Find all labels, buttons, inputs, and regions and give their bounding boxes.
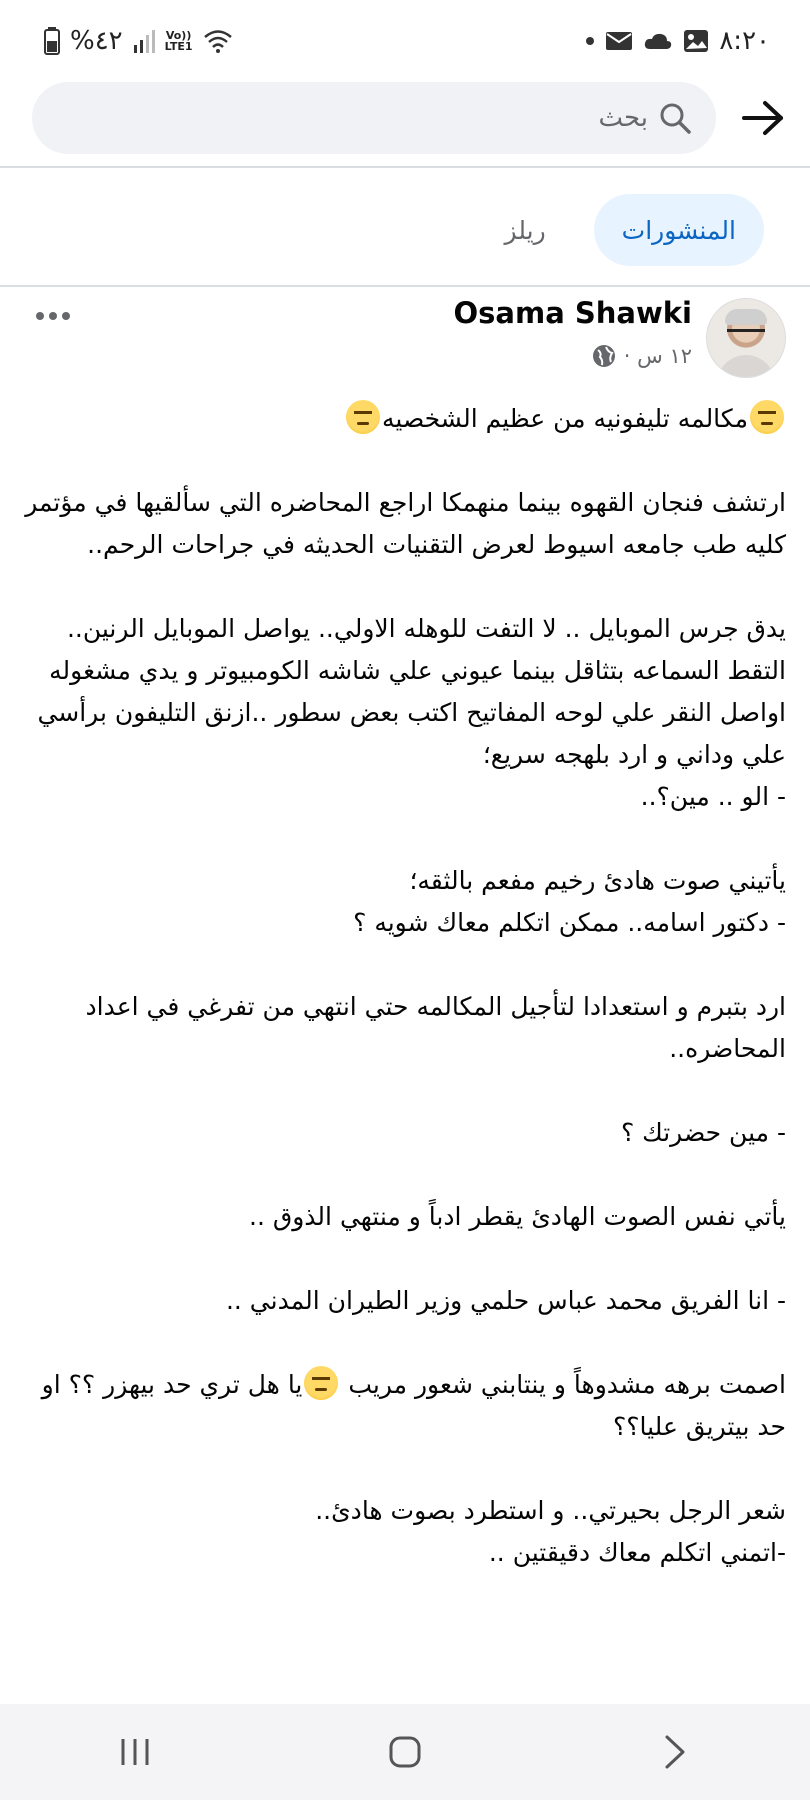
search-input[interactable] [528, 103, 648, 133]
more-dot-icon [36, 312, 44, 320]
search-icon [658, 101, 692, 135]
status-time: ٨:٢٠ [719, 26, 770, 56]
post-paragraph: يدق جرس الموبايل .. لا التفت للوهله الاولي.. يواصل الموبايل الرنين.. التقط السماعه بتثاقل بينما عيوني علي شاشه الكومبيوتر و يدي مشغوله اواصل النقر علي لوحه المفاتيح اكتب بعض سطور ..ازنق التليفون برأسي علي وداني و ارد بلهجه سريع؛ [37, 614, 786, 769]
search-box[interactable] [32, 82, 716, 154]
wifi-icon [203, 29, 233, 53]
signal-icon [133, 29, 155, 53]
profile-tabs [0, 190, 810, 270]
mail-icon [605, 30, 633, 52]
more-dot-icon [62, 312, 70, 320]
network-label [165, 30, 193, 52]
status-left [44, 26, 233, 56]
home-button[interactable] [360, 1717, 450, 1787]
system-nav-bar [0, 1704, 810, 1800]
post-paragraph: -اتمني اتكلم معاك دقيقتين .. [488, 1538, 786, 1567]
status-bar [0, 0, 810, 82]
arrow-right-icon [741, 100, 785, 136]
tab-posts[interactable]: المنشورات [594, 194, 764, 266]
recent-apps-icon [118, 1736, 152, 1768]
post-sentence: اصمت برهه مشدوهاً و ينتابني شعور مريب [348, 1370, 786, 1399]
post-paragraph: يأتيني صوت هادئ رخيم مفعم بالثقه؛ [409, 866, 786, 895]
avatar[interactable] [706, 298, 786, 378]
post-paragraph: يأتي نفس الصوت الهادئ يقطر ادباً و منتهي الذوق .. [249, 1202, 786, 1231]
post-paragraph: - مين حضرتك ؟ [620, 1118, 786, 1147]
face-emoji-icon [750, 400, 784, 434]
status-right [585, 26, 770, 56]
home-icon [388, 1735, 422, 1769]
cloud-icon [643, 31, 673, 51]
post-paragraph-emoji [22, 1364, 786, 1448]
post-paragraph: ارد بتبرم و استعدادا لتأجيل المكالمه حتي انتهي من تفرغي في اعداد المحاضره.. [85, 992, 786, 1063]
more-options-button[interactable] [36, 304, 76, 328]
author-name[interactable]: Osama Shawki [453, 296, 692, 330]
thinking-emoji-icon [304, 1366, 338, 1400]
back-button[interactable] [736, 94, 790, 142]
more-dot-icon [49, 312, 57, 320]
post-paragraph: - انا الفريق محمد عباس حلمي وزير الطيران المدني .. [225, 1286, 786, 1315]
back-icon [663, 1734, 687, 1770]
tabs-divider [0, 285, 810, 287]
post-paragraph: شعر الرجل بحيرتي.. و استطرد بصوت هادئ.. [315, 1496, 786, 1525]
volte-text: Vo)) [165, 29, 192, 42]
post-time[interactable]: ١٢ س · [623, 344, 692, 368]
post-paragraph: - الو .. مين؟.. [640, 782, 786, 811]
post-body [22, 398, 786, 1616]
header-divider [0, 166, 810, 168]
post-title: مكالمه تليفونيه من عظيم الشخصيه [382, 404, 748, 433]
avatar-glasses [727, 329, 765, 340]
post-title-line [22, 398, 786, 440]
post-header [0, 296, 810, 386]
battery-icon [44, 27, 60, 55]
post-paragraph: ارتشف فنجان القهوه بينما منهمكا اراجع المحاضره التي سألقيها في مؤتمر كليه طب جامعه اسيوط لعرض التقنيات الحديثه في جراحات الرحم.. [25, 488, 786, 559]
dot-icon [585, 36, 595, 46]
globe-icon [592, 344, 616, 368]
avatar-hair [725, 309, 767, 325]
gallery-icon [683, 29, 709, 53]
nav-back-button[interactable] [630, 1717, 720, 1787]
post-sentence: يا هل تري حد بيهزر ؟؟ او حد بيتريق عليا؟؟ [41, 1370, 786, 1441]
battery-percent: %٤٢ [70, 26, 123, 56]
face-emoji-icon [346, 400, 380, 434]
tab-reels[interactable]: ريلز [504, 215, 546, 245]
avatar-shirt [717, 355, 775, 378]
post-meta [592, 344, 692, 368]
search-row [0, 82, 810, 168]
lte-text: LTE1 [164, 40, 193, 53]
post-paragraph: - دكتور اسامه.. ممكن اتكلم معاك شويه ؟ [353, 908, 786, 937]
recent-apps-button[interactable] [90, 1717, 180, 1787]
